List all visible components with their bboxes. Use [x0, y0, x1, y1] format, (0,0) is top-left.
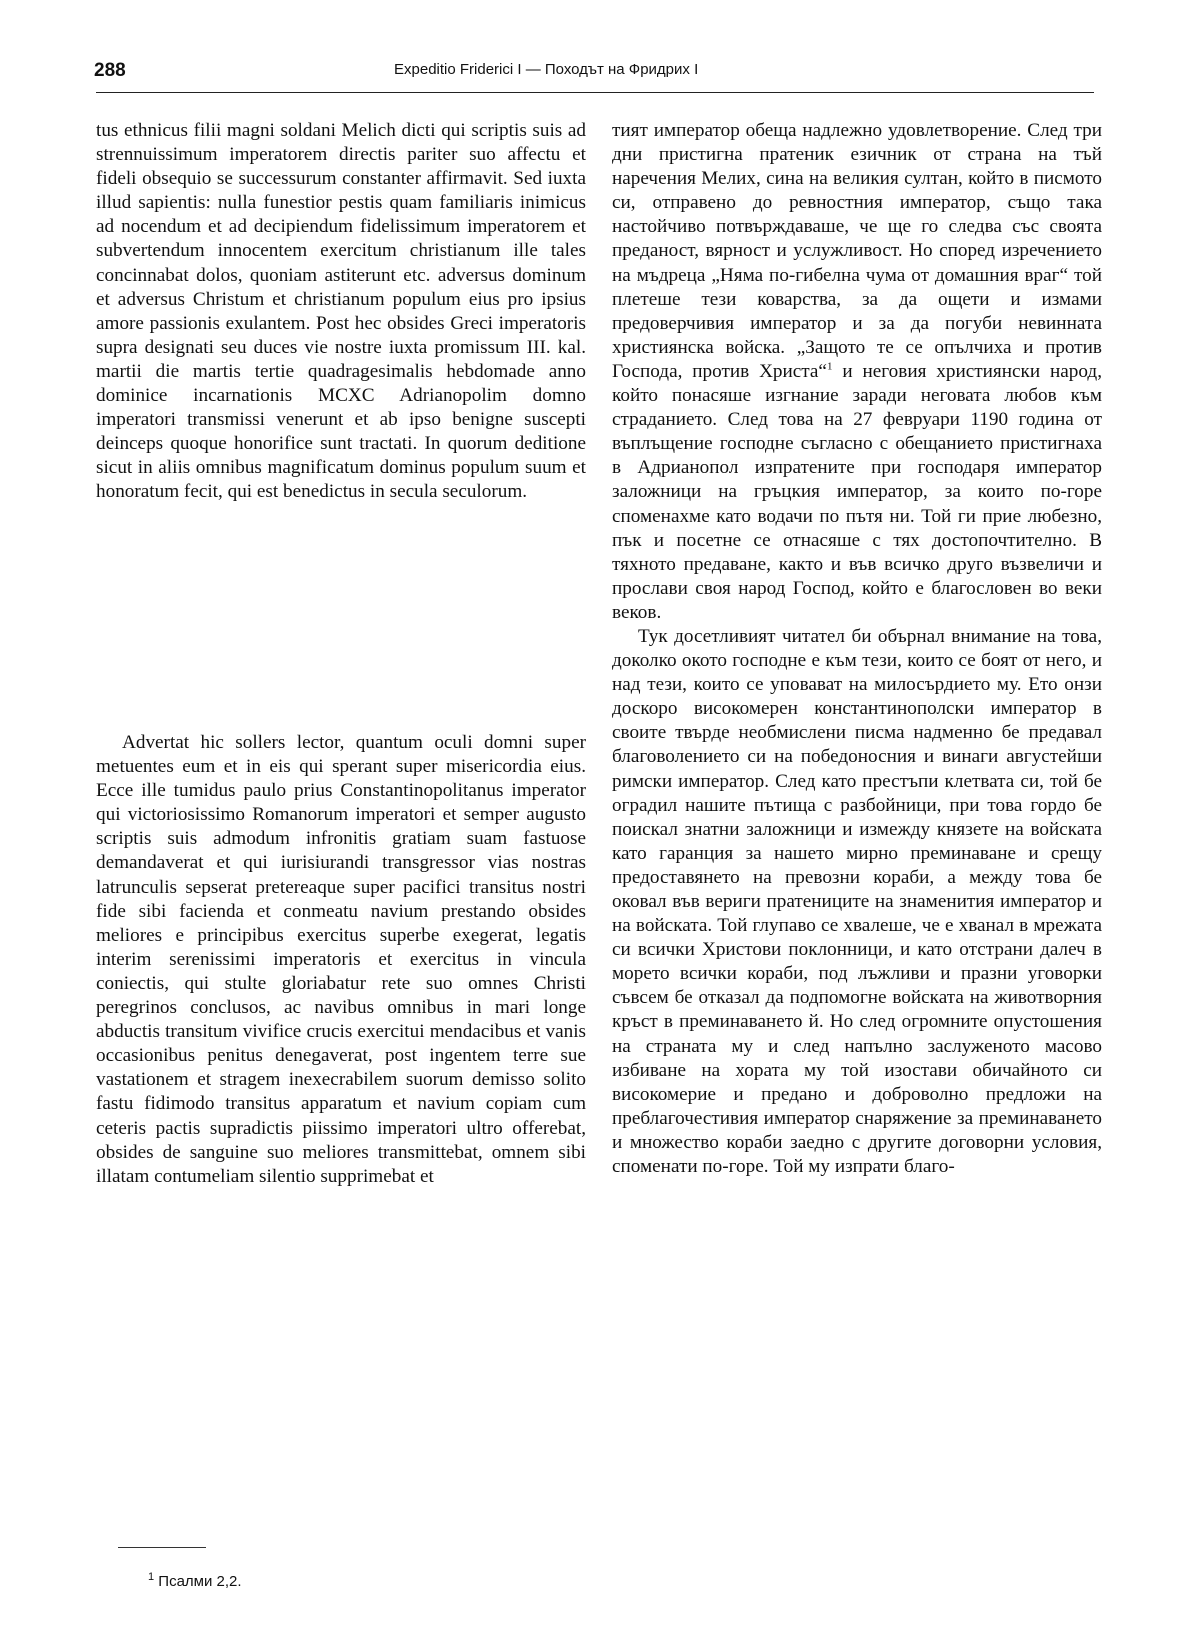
latin-column-bottom [96, 731, 586, 1189]
latin-paragraph-2: Advertat hic sollers lector, quantum oculi domni super metuentes eum et in eis qui sperant super misericordia eius. Ecce ille tumidus paulo prius Constantinopolitanus imperator qui victoriosissimo Romanorum imperatori et semper augusto scriptis suis admodum infronitis gratiam suam fastuose demandaverat et qui iurisiurandi transgressor vias nostras latrunculis sepserat pretereaque super pacifici transitus nostri fide sibi facienda et conmeatu navium prestando obsides meliores e principibus exercitus superbe exegerat, legatis interim serenissimi imperatoris et exercitus in vincula coniectis, qui stulte gloriabatur rete suo omnes Christi peregrinos conclusos, ac navibus omnibus in mari longe abductis transitum vivifice crucis exercitui mendacibus et vanis occasionibus penitus denegaverat, post ingentem terre sue vastationem et stragem inexecrabilem suorum demisso solito fastu fidimodo transitus apparatum et navium copiam cum ceteris pactis supradictis piissimo imperatori ultro offerebat, obsides de sanguine suo meliores transmittebat, omnem sibi illatam contumeliam silentio supprimebat et [96, 732, 586, 1187]
bulgarian-paragraph-1-part-a: тият император обеща надлежно удовлетворение. След три дни пристигна пратеник езичник от страна на тъй наречения Мелих, сина на великия султан, който в писмото си, отправено до ревностния император, също така настойчиво потвърждаваше, че ще го следва със своята преданост, вярност и услужливост. Но според изречението на мъдреца „Няма по-гибелна чума от домашния враг“ той плетеше тези коварства, за да ощети и измами предоверчивия император и за да погуби невинната християнска войска. „Защото те се опълчиха и против Господа, против Христа“ [612, 120, 1102, 382]
footnote-rule [118, 1547, 206, 1548]
header-rule [96, 92, 1094, 93]
latin-paragraph-1: tus ethnicus filii magni soldani Melich dicti qui scriptis suis ad strennuissimum imperatorem directis pariter suo affectu et fideli obsequio se successurum constanter affirmavit. Sed iuxta illud sapientis: nulla funestior pestis quam familiaris inimicus ad nocendum et ad decipiendum fidelissimum imperatorem et subvertendum innocentem exercitum christianum ille tales concinnabat dolos, quoniam astiterunt etc. adversus dominum et adversus Christum et christianum populum eius pro ipsius amore passionis exulantem. Post hec obsides Greci imperatoris supra designati seu duces vie nostre iuxta promissum III. kal. martii die martis tertie quadragesimalis hebdomade anno dominice incarnationis MCXC Adrianopolim domno imperatori transmissi venerunt et ab ipso benigne suscepti deinceps quoque honorifice sunt tractati. In quorum deditione sicut in aliis omnibus magnificatum dominus populum suum et honoratum fecit, qui est benedictus in secula seculorum. [96, 120, 586, 503]
footnote-reference: 1 [826, 360, 833, 373]
footnote [148, 1573, 242, 1590]
bulgarian-column [612, 119, 1102, 1179]
footnote-mark: 1 [148, 1571, 155, 1583]
bulgarian-paragraph-1-part-b: и неговия християнски народ, който понасяше изгнание заради неговата любов към страданието. След това на 27 февруари 1190 година от въплъщение господне съгласно с обещанието пристигнаха в Адрианопол изпратените при господаря император заложници на гръцкия император, за които по-горе споменахме като водачи по пътя ни. Той ги прие любезно, пък и посетне се отнасяше с тях достопочтително. В тяхното предаване, както и във всичко друго възвеличи и прослави своя народ Господ, който е благословен во веки веков. [612, 360, 1102, 623]
running-title: Expeditio Friderici I — Походът на Фридрих I [394, 61, 699, 78]
footnote-text: Псалми 2,2. [158, 1573, 242, 1590]
bulgarian-paragraph-2: Тук досетливият читател би обърнал внимание на това, доколко окото господне е към тези, които се боят от него, и над тези, които се уповават на милосърдието му. Ето онзи доскоро високомерен константинополски император в своите твърде необмислени писма надменно бе предавал благоволението си на победоносния и винаги августейши римски император. След като престъпи клетвата си, той бе оградил нашите пътища с разбойници, при това гордо бе поискал знатни заложници и измежду князете на войската като гаранция за нашето мирно преминаване и срещу предоставянето на превозни кораби, а между това бе оковал във вериги пратениците на знаменития император и на войската. Той глупаво се хвалеше, че е хванал в мрежата си всички Христови поклонници, и като отстрани далеч в морето всички кораби, под лъжливи и празни уговорки съвсем бе отказал да подпомогне войската на животворния кръст в преминаването й. Но след огромните опустошения на страната му и след напълно заслуженото масово избиване на хората му той изостави обичайното си високомерие и предано и доброволно предложи на преблагочестивия император снаряжение за преминаването и множество кораби заедно с другите договорни условия, споменати по-горе. Той му изпрати благо- [612, 625, 1102, 1178]
latin-column-top [96, 119, 586, 505]
page-number: 288 [94, 60, 126, 81]
bulgarian-paragraph-1 [612, 119, 1102, 625]
page-header [94, 60, 1094, 92]
